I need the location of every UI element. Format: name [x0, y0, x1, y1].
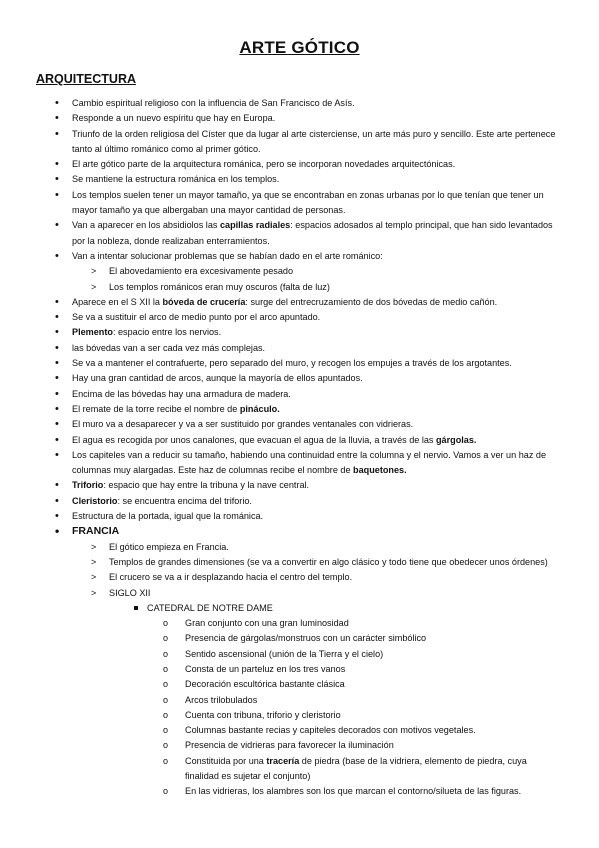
bold-term: Cleristorio: [72, 495, 118, 506]
text-segment: Decoración escultórica bastante clásica: [185, 679, 345, 690]
text-segment: Los capiteles van a reducir su tamaño, habiendo una continuidad entre la columna y el nervio. Vamos a ver un haz de columnas muy alargadas. Este haz de columnas recibe el nombre de: [72, 449, 547, 476]
list-item: [0, 387, 599, 402]
list-item: [0, 371, 599, 386]
text-segment: Cambio espiritual religioso con la influencia de San Francisco de Asís.: [72, 98, 355, 108]
bullet-list: [0, 96, 599, 800]
sub-list-item: > Los templos románicos eran muy oscuros (falta de luz): [72, 280, 559, 295]
text-segment: Triunfo de la orden religiosa del Císter que da lugar al arte cisterciense, un arte más puro y sencillo. Este arte pertenece tanto al último románico como al primer gótico.: [72, 128, 556, 154]
list-item: [0, 417, 599, 432]
text-segment: Van a aparecer en los absidiolos las: [72, 220, 220, 231]
text-segment: de piedra (base de la vidriera, elemento de piedra, cuya finalidad es sujetar el conjunto): [185, 755, 527, 782]
catedral-feature: [147, 738, 559, 753]
bold-term: tracería: [266, 755, 300, 766]
list-item: [0, 188, 599, 219]
sub-list-item: [72, 540, 559, 555]
list-item: [0, 295, 599, 310]
list-item: [0, 448, 599, 479]
list-item-francia: [0, 524, 599, 799]
text-segment: Encima de las bóvedas hay una armadura de madera.: [72, 388, 291, 399]
catedral-feature: [147, 754, 559, 785]
bold-term: baquetones.: [353, 465, 407, 476]
catedral-label: CATEDRAL DE NOTRE DAME: [147, 602, 273, 613]
text-segment: El remate de la torre recibe el nombre de: [72, 403, 240, 414]
catedral-feature: [147, 631, 559, 646]
text-segment: El agua es recogida por unos canalones, que evacuan el agua de la lluvia, a través de las: [72, 434, 436, 445]
list-item: [0, 433, 599, 448]
siglo-list: [109, 601, 559, 800]
list-item: [0, 325, 599, 340]
text-segment: : espacio que hay entre la tribuna y la nave central.: [103, 480, 310, 491]
list-item: [0, 111, 599, 126]
text-segment: : surge del entrecruzamiento de dos bóvedas de medio cañón.: [245, 296, 498, 307]
sub-list: [72, 264, 559, 295]
catedral-item: [109, 601, 559, 800]
bold-term: pináculo.: [239, 403, 280, 414]
text-segment: En las vidrieras, los alambres son los que marcan el contorno/silueta de las figuras.: [185, 786, 522, 797]
text-segment: : espacios adosados al templo principal, que han sido levantados por la nobleza, donde realizaban enterramientos.: [72, 220, 553, 246]
bold-term: Triforio: [72, 480, 104, 491]
catedral-feature: [147, 784, 559, 799]
text-segment: Se va a mantener el contrafuerte, pero separado del muro, y recogen los empujes a través de los argotantes.: [72, 358, 512, 369]
sub-list-item: > El abovedamiento era excesivamente pesado: [72, 264, 559, 279]
text-segment: Gran conjunto con una gran luminosidad: [185, 618, 349, 629]
document-title: ARTE GÓTICO: [239, 38, 360, 57]
catedral-feature: [147, 693, 559, 708]
sub-list-item: [72, 570, 559, 585]
sub-list-item: [72, 586, 559, 800]
text-segment: El arte gótico parte de la arquitectura románica, pero se incorporan novedades arquitectónicas.: [72, 159, 456, 170]
text-segment: Se va a sustituir el arco de medio punto por el arco apuntado.: [72, 312, 321, 323]
text-segment: Presencia de vidrieras para favorecer la iluminación: [185, 740, 394, 751]
section-heading: ARQUITECTURA: [36, 72, 136, 86]
text-segment: las bóvedas van a ser cada vez más complejas.: [72, 342, 266, 353]
sub-list-text: SIGLO XII: [109, 587, 151, 598]
list-item: [0, 402, 599, 417]
list-item: [0, 356, 599, 371]
catedral-feature: [147, 662, 559, 677]
text-segment: Hay una gran cantidad de arcos, aunque la mayoría de ellos apuntados.: [72, 373, 363, 384]
catedral-feature: [147, 708, 559, 723]
list-item: [0, 249, 599, 295]
text-segment: Columnas bastante recias y capiteles decorados con motivos vegetales.: [185, 725, 476, 736]
catedral-feature: [147, 647, 559, 662]
list-item: [0, 310, 599, 325]
bold-term: bóveda de crucería: [162, 296, 246, 307]
sub-list-text: Templos de grandes dimensiones (se va a convertir en algo clásico y todo tiene que obedecer unos órdenes): [109, 556, 548, 567]
bold-term: Plemento: [72, 327, 113, 338]
catedral-features-list: [147, 616, 559, 800]
list-item: [0, 218, 599, 249]
list-item: [0, 127, 599, 158]
bold-term: gárgolas.: [436, 434, 477, 445]
bold-term: capillas radiales: [219, 220, 291, 231]
text-segment: Cuenta con tribuna, triforio y cleristorio: [185, 709, 341, 720]
text-segment: : espacio entre los nervios.: [112, 327, 222, 338]
text-segment: Responde a un nuevo espíritu que hay en Europa.: [72, 113, 276, 124]
text-segment: Estructura de la portada, igual que la románica.: [72, 511, 264, 522]
francia-label: FRANCIA: [72, 525, 120, 538]
list-item: [0, 157, 599, 172]
text-segment: Van a intentar solucionar problemas que se habían dado en el arte románico:: [72, 250, 383, 261]
sub-list-text: El crucero se va a ir desplazando hacia el centro del templo.: [109, 572, 353, 583]
text-segment: Constituida por una: [185, 755, 267, 766]
list-item: [0, 96, 599, 111]
list-item: [0, 494, 599, 509]
text-segment: Consta de un parteluz en los tres vanos: [185, 663, 346, 674]
text-segment: : se encuentra encima del triforio.: [117, 495, 252, 506]
text-segment: Aparece en el S XII la: [72, 296, 163, 307]
list-item: [0, 341, 599, 356]
text-segment: Los templos suelen tener un mayor tamaño, ya que se encontraban en zonas urbanas por lo que tenían que tener un mayor tamaño ya que albergaban una mayor cantidad de personas.: [72, 189, 544, 216]
text-segment: El muro va a desaparecer y va a ser sustituido por grandes ventanales con vidrieras.: [72, 419, 414, 430]
list-item: [0, 509, 599, 524]
text-segment: Presencia de gárgolas/monstruos con un carácter simbólico: [185, 633, 427, 644]
francia-sub-list: [72, 540, 559, 800]
sub-list-text: El gótico empieza en Francia.: [109, 541, 229, 552]
catedral-feature: [147, 723, 559, 738]
list-item: [0, 478, 599, 493]
list-item: [0, 172, 599, 187]
sub-list-item: [72, 555, 559, 570]
catedral-feature: [147, 616, 559, 631]
text-segment: Arcos trilobulados: [185, 694, 258, 705]
text-segment: Sentido ascensional (unión de la Tierra y el cielo): [185, 648, 384, 659]
catedral-feature: [147, 677, 559, 692]
text-segment: Se mantiene la estructura románica en los templos.: [72, 174, 280, 185]
